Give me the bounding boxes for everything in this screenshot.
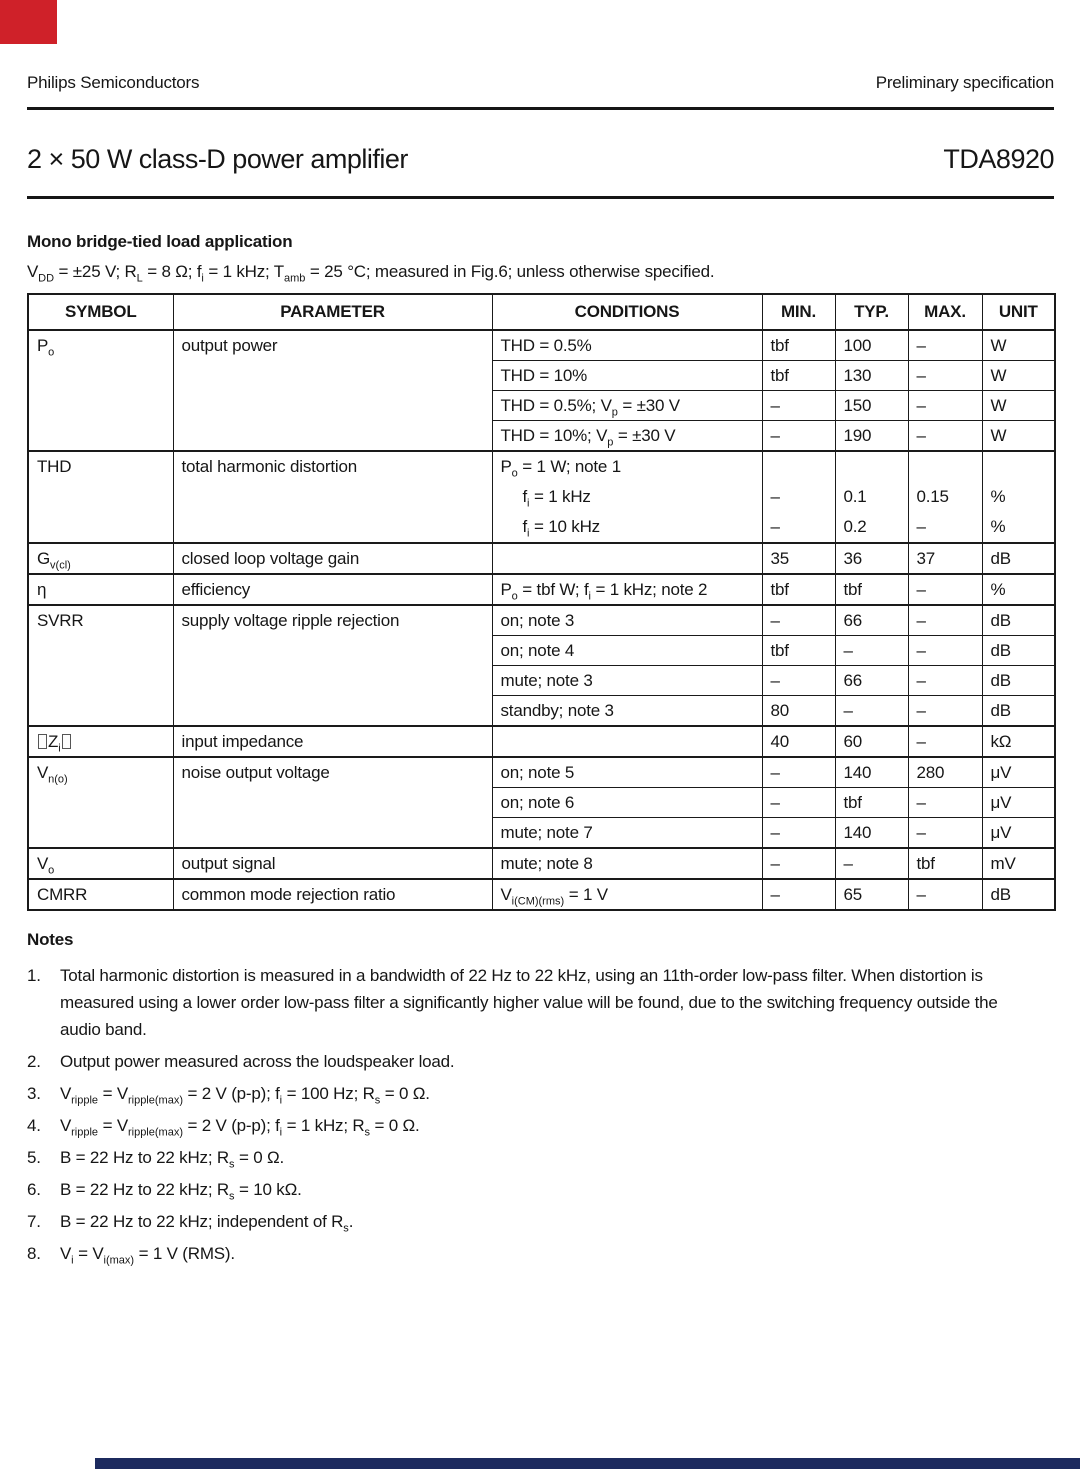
cell-unit: dB xyxy=(982,636,1055,666)
cell-unit: μV xyxy=(982,757,1055,788)
column-header: MAX. xyxy=(908,294,982,330)
cell-typ: 66 xyxy=(835,666,908,696)
cell-min: tbf xyxy=(762,330,835,361)
characteristics-table xyxy=(27,293,1056,911)
cell-parameter: output signal xyxy=(173,848,492,879)
cell-max: – xyxy=(908,391,982,421)
cell-unit: % % xyxy=(982,451,1055,543)
cell-conditions: THD = 10%; $V_p = \pm 30$ V xyxy=(492,421,762,452)
cell-conditions: mute; note 8 xyxy=(492,848,762,879)
cell-typ: 65 xyxy=(835,879,908,910)
footer-navy-bar xyxy=(95,1458,1080,1469)
cell-unit: dB xyxy=(982,696,1055,727)
note-item xyxy=(27,1144,1054,1171)
notes-list xyxy=(27,962,1054,1267)
missing-glyph-box xyxy=(62,734,71,749)
cell-max: – xyxy=(908,421,982,452)
cell-symbol: $G_{v(cl)}$ xyxy=(28,543,173,574)
cell-parameter: input impedance xyxy=(173,726,492,757)
cell-conditions: mute; note 3 xyxy=(492,666,762,696)
cell-min: tbf xyxy=(762,636,835,666)
table-body xyxy=(28,330,1055,910)
cell-min: – – xyxy=(762,451,835,543)
cell-min: – xyxy=(762,757,835,788)
document-title-row xyxy=(27,144,1054,175)
cell-max: – xyxy=(908,696,982,727)
cell-typ: 60 xyxy=(835,726,908,757)
cell-conditions: on; note 5 xyxy=(492,757,762,788)
cell-symbol: SVRR xyxy=(28,605,173,726)
section-heading: Mono bridge-tied load application xyxy=(27,232,293,251)
cell-conditions: mute; note 7 xyxy=(492,818,762,849)
cell-min: 80 xyxy=(762,696,835,727)
cell-max: – xyxy=(908,361,982,391)
cell-unit: W xyxy=(982,330,1055,361)
cell-unit: dB xyxy=(982,605,1055,636)
table-row xyxy=(28,757,1055,788)
table-row xyxy=(28,330,1055,361)
note-text: B = 22 Hz to 22 kHz; independent of $R_s$. xyxy=(60,1212,354,1235)
cell-max: 280 xyxy=(908,757,982,788)
cell-max: – xyxy=(908,666,982,696)
test-conditions: $V_{DD} = \pm 25$ V; $R_L = 8$ Ω; $f_i = 1$ kHz; $T_{amb} = 25$ °C; measured in Fig.6; unless otherwise specified. xyxy=(27,262,715,285)
document-header xyxy=(27,73,1054,93)
cell-max: – xyxy=(908,788,982,818)
note-item xyxy=(27,1208,1054,1235)
cell-min: – xyxy=(762,818,835,849)
header-rule xyxy=(27,107,1054,110)
cell-min: – xyxy=(762,666,835,696)
table-row xyxy=(28,848,1055,879)
cell-typ: tbf xyxy=(835,788,908,818)
cell-typ: 130 xyxy=(835,361,908,391)
cell-symbol: $V_o$ xyxy=(28,848,173,879)
cell-min: tbf xyxy=(762,361,835,391)
table-row xyxy=(28,879,1055,910)
cell-min: 35 xyxy=(762,543,835,574)
cell-typ: 100 xyxy=(835,330,908,361)
cell-typ: 0.1 0.2 xyxy=(835,451,908,543)
table-header-row xyxy=(28,294,1055,330)
cell-conditions: on; note 3 xyxy=(492,605,762,636)
page-title: 2 × 50 W class-D power amplifier xyxy=(27,144,408,174)
page-content xyxy=(0,73,1080,1267)
note-item xyxy=(27,1176,1054,1203)
cell-min: – xyxy=(762,848,835,879)
cell-parameter: closed loop voltage gain xyxy=(173,543,492,574)
cell-symbol: CMRR xyxy=(28,879,173,910)
cell-unit: W xyxy=(982,391,1055,421)
cell-unit: dB xyxy=(982,666,1055,696)
cell-unit: dB xyxy=(982,879,1055,910)
cell-max: 37 xyxy=(908,543,982,574)
cell-symbol: $P_o$ xyxy=(28,330,173,451)
cell-symbol: η xyxy=(28,574,173,605)
spec-status: Preliminary specification xyxy=(875,73,1054,92)
note-text: Output power measured across the loudspeaker load. xyxy=(60,1052,455,1071)
corner-red-mark xyxy=(0,0,57,44)
part-number: TDA8920 xyxy=(943,144,1054,174)
note-number: 2. xyxy=(27,1052,41,1071)
cell-max: – xyxy=(908,726,982,757)
note-number: 6. xyxy=(27,1180,41,1199)
cell-symbol: $V_{n(o)}$ xyxy=(28,757,173,848)
cell-min: – xyxy=(762,788,835,818)
table-row xyxy=(28,726,1055,757)
cell-parameter: common mode rejection ratio xyxy=(173,879,492,910)
cell-parameter: output power xyxy=(173,330,492,451)
cell-conditions: standby; note 3 xyxy=(492,696,762,727)
note-item xyxy=(27,1240,1054,1267)
column-header: CONDITIONS xyxy=(492,294,762,330)
cell-min: tbf xyxy=(762,574,835,605)
note-text: Total harmonic distortion is measured in a bandwidth of 22 Hz to 22 kHz, using an 11th-order low-pass filter. When distortion is measured using a lower order low-pass filter a significantly higher value will be found, due to the switching frequency outside the audio band. xyxy=(60,966,998,1039)
cell-unit: kΩ xyxy=(982,726,1055,757)
publisher-name: Philips Semiconductors xyxy=(27,73,200,92)
column-header: MIN. xyxy=(762,294,835,330)
missing-glyph-box xyxy=(38,734,47,749)
cell-typ: – xyxy=(835,848,908,879)
note-item xyxy=(27,1112,1054,1139)
cell-parameter: noise output voltage xyxy=(173,757,492,848)
cell-max: tbf xyxy=(908,848,982,879)
cell-parameter: supply voltage ripple rejection xyxy=(173,605,492,726)
cell-conditions: $P_o = 1$ W; note 1 $f_i = 1$ kHz $f_i = 10$ kHz xyxy=(492,451,762,543)
cell-unit: μV xyxy=(982,818,1055,849)
cell-conditions: THD = 0.5% xyxy=(492,330,762,361)
cell-typ: – xyxy=(835,636,908,666)
note-text: $V_i = V_{i(max)} = 1$ V (RMS). xyxy=(60,1244,235,1267)
notes-heading: Notes xyxy=(27,930,74,949)
cell-max: – xyxy=(908,879,982,910)
note-text: B = 22 Hz to 22 kHz; $R_s = 0$ Ω. xyxy=(60,1148,285,1171)
table-head xyxy=(28,294,1055,330)
cell-unit: W xyxy=(982,421,1055,452)
column-header: TYP. xyxy=(835,294,908,330)
cell-typ: 140 xyxy=(835,818,908,849)
note-text: $V_{ripple} = V_{ripple(max)} = 2$ V (p-p); $f_i = 100$ Hz; $R_s = 0$ Ω. xyxy=(60,1084,430,1107)
cell-max: 0.15 – xyxy=(908,451,982,543)
note-number: 8. xyxy=(27,1244,41,1263)
cell-conditions xyxy=(492,726,762,757)
cell-unit: % xyxy=(982,574,1055,605)
note-number: 4. xyxy=(27,1116,41,1135)
cell-max: – xyxy=(908,818,982,849)
cell-unit: W xyxy=(982,361,1055,391)
cell-conditions: THD = 10% xyxy=(492,361,762,391)
cell-typ: 150 xyxy=(835,391,908,421)
cell-max: – xyxy=(908,574,982,605)
cell-unit: dB xyxy=(982,543,1055,574)
cell-max: – xyxy=(908,330,982,361)
cell-symbol: $Z_i$ xyxy=(28,726,173,757)
note-item xyxy=(27,1048,1054,1075)
cell-typ: 36 xyxy=(835,543,908,574)
cell-typ: 190 xyxy=(835,421,908,452)
cell-max: – xyxy=(908,605,982,636)
cell-unit: μV xyxy=(982,788,1055,818)
cell-unit: mV xyxy=(982,848,1055,879)
cell-typ: 140 xyxy=(835,757,908,788)
note-item xyxy=(27,962,1054,1043)
cell-typ: 66 xyxy=(835,605,908,636)
cell-conditions: THD = 0.5%; $V_p = \pm 30$ V xyxy=(492,391,762,421)
note-text: $V_{ripple} = V_{ripple(max)} = 2$ V (p-p); $f_i = 1$ kHz; $R_s = 0$ Ω. xyxy=(60,1116,420,1139)
column-header: UNIT xyxy=(982,294,1055,330)
cell-min: – xyxy=(762,879,835,910)
column-header: SYMBOL xyxy=(28,294,173,330)
cell-typ: – xyxy=(835,696,908,727)
cell-min: – xyxy=(762,421,835,452)
cell-conditions: $P_o$ = tbf W; $f_i = 1$ kHz; note 2 xyxy=(492,574,762,605)
table-row xyxy=(28,543,1055,574)
cell-conditions xyxy=(492,543,762,574)
cell-typ: tbf xyxy=(835,574,908,605)
note-number: 7. xyxy=(27,1212,41,1231)
cell-conditions: on; note 6 xyxy=(492,788,762,818)
cell-min: – xyxy=(762,391,835,421)
cell-min: – xyxy=(762,605,835,636)
note-item xyxy=(27,1080,1054,1107)
cell-conditions: $V_{i(CM)(rms)} = 1$ V xyxy=(492,879,762,910)
table-row xyxy=(28,574,1055,605)
note-number: 3. xyxy=(27,1084,41,1103)
cell-symbol: THD xyxy=(28,451,173,543)
note-text: B = 22 Hz to 22 kHz; $R_s = 10$ kΩ. xyxy=(60,1180,302,1203)
column-header: PARAMETER xyxy=(173,294,492,330)
cell-conditions: on; note 4 xyxy=(492,636,762,666)
cell-parameter: efficiency xyxy=(173,574,492,605)
note-number: 5. xyxy=(27,1148,41,1167)
note-number: 1. xyxy=(27,966,41,985)
title-rule xyxy=(27,196,1054,199)
cell-min: 40 xyxy=(762,726,835,757)
cell-parameter: total harmonic distortion xyxy=(173,451,492,543)
table-row xyxy=(28,605,1055,636)
table-row xyxy=(28,451,1055,543)
cell-max: – xyxy=(908,636,982,666)
